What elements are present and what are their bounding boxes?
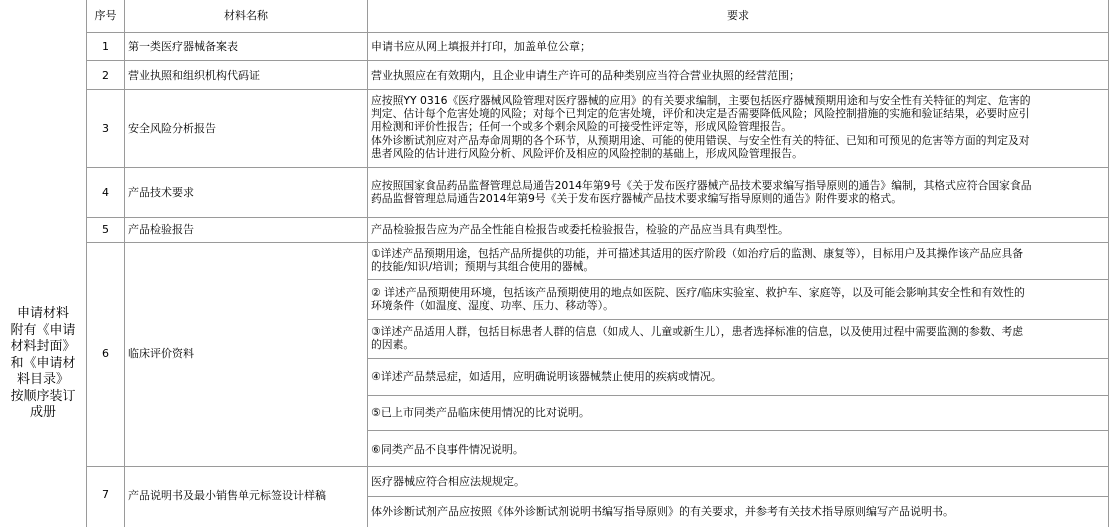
requirement-line: ③详述产品适用人群，包括目标患者人群的信息（如成人、儿童或新生儿），患者选择标准的信息，以及使用过程中需要监测的参数、考虑 [371, 325, 1024, 338]
table-vline [124, 0, 125, 527]
requirement-line: 的技能/知识/培训；预期与其组合使用的器械。 [371, 260, 595, 274]
requirement-line: ② 详述产品预期使用环境，包括该产品预期使用的地点如医院、医疗/临床实验室、救护车、家庭等，以及可能会影响其安全性和有效性的 [371, 286, 1025, 299]
requirement-line: 患者风险的估计进行风险分析、风险评价及相应的风险控制的基础上，形成风险管理报告。 [371, 146, 803, 160]
requirement-line: 应按照YY 0316《医疗器械风险管理对医疗器械的应用》的有关要求编制，主要包括医疗器械预期用途和与安全性有关特征的判定、危害的 [371, 94, 1031, 107]
table-hline [367, 358, 1109, 359]
row-material: 产品检验报告 [128, 223, 194, 236]
row-seq: 5 [102, 223, 109, 236]
row-requirement [371, 179, 1105, 205]
side-label-line: 和《申请材 [10, 355, 76, 371]
row-seq: 1 [102, 40, 109, 53]
requirement-subitem: 体外诊断试剂产品应按照《体外诊断试剂说明书编写指导原则》的有关要求，并参考有关技术指导原则编写产品说明书。 [371, 505, 954, 518]
table-hline [367, 279, 1109, 280]
table-hline [367, 496, 1109, 497]
row-requirement: 申请书应从网上填报并打印，加盖单位公章； [371, 40, 591, 53]
table-hline [86, 32, 1109, 33]
row-material: 安全风险分析报告 [128, 122, 216, 135]
requirement-line: 环境条件（如温度、湿度、功率、压力、移动等）。 [371, 299, 614, 313]
requirement-line: ①详述产品预期用途，包括产品所提供的功能，并可描述其适用的医疗阶段（如治疗后的监测、康复等），目标用户及其操作该产品应具备 [371, 247, 1024, 260]
side-label-line: 料目录》 [16, 372, 69, 387]
header-seq: 序号 [94, 9, 117, 22]
side-label [2, 306, 84, 422]
row-requirement: 产品检验报告应为产品全性能自检报告或委托检验报告，检验的产品应当具有典型性。 [371, 223, 789, 236]
row-seq: 2 [102, 69, 109, 82]
table-hline [86, 217, 1109, 218]
requirement-line: 体外诊断试剂应对产品寿命周期的各个环节，从预期用途、可能的使用错误、与安全性有关的特征、已知和可预见的危害等方面的判定及对 [371, 133, 1030, 147]
row-seq: 4 [102, 186, 109, 199]
row-material: 营业执照和组织机构代码证 [128, 69, 260, 82]
row-seq: 3 [102, 122, 109, 135]
requirement-line: 用检测和评价性报告；任何一个或多个剩余风险的可接受性评定等，形成风险管理报告。 [371, 120, 793, 134]
table-vline [1108, 0, 1109, 527]
requirement-subitem: ④详述产品禁忌症，如适用，应明确说明该器械禁止使用的疾病或情况。 [371, 370, 722, 383]
requirement-subitem [371, 325, 1105, 351]
header-material: 材料名称 [224, 9, 268, 22]
requirement-line: 药品监督管理总局通告2014年第9号《关于发布医疗器械产品技术要求编写指导原则的通告》附件要求的格式。 [371, 192, 902, 206]
table-hline [367, 430, 1109, 431]
row-requirement: 营业执照应在有效期内，且企业申请生产许可的品种类别应当符合营业执照的经营范围； [371, 69, 800, 82]
row-material: 产品说明书及最小销售单元标签设计样稿 [128, 489, 326, 502]
requirement-line: 的因素。 [371, 338, 415, 352]
requirement-subitem: 医疗器械应符合相应法规规定。 [371, 475, 525, 488]
side-label-line: 附有《申请 [10, 322, 76, 338]
table-vline [367, 0, 368, 527]
row-seq: 7 [102, 488, 109, 501]
side-label-line: 申请材料 [16, 306, 69, 321]
requirement-subitem [371, 286, 1105, 312]
requirement-subitem [371, 247, 1105, 273]
requirement-subitem: ⑤已上市同类产品临床使用情况的比对说明。 [371, 406, 590, 419]
table-hline [86, 242, 1109, 243]
table-hline [86, 89, 1109, 90]
row-seq: 6 [102, 347, 109, 360]
side-label-line: 材料封面》 [10, 339, 76, 354]
side-label-line: 按顺序装订 [10, 388, 76, 404]
requirement-line: 判定、估计每个危害处境的风险；对每个已判定的危害处境，评价和决定是否需要降低风险；风险控制措施的实施和验证结果，必要时应引 [371, 107, 1030, 121]
row-material: 第一类医疗器械备案表 [128, 40, 238, 53]
requirement-subitem: ⑥同类产品不良事件情况说明。 [371, 443, 524, 456]
row-material: 临床评价资料 [128, 347, 194, 360]
header-requirement: 要求 [727, 9, 749, 22]
table-hline [86, 60, 1109, 61]
table-hline [86, 167, 1109, 168]
row-material: 产品技术要求 [128, 186, 194, 199]
requirement-line: 应按照国家食品药品监督管理总局通告2014年第9号《关于发布医疗器械产品技术要求编写指导原则的通告》编制，其格式应符合国家食品 [371, 179, 1032, 192]
table-hline [367, 319, 1109, 320]
table-hline [86, 466, 1109, 467]
row-requirement [371, 94, 1105, 160]
table-hline [367, 395, 1109, 396]
side-label-line: 成册 [29, 405, 56, 420]
